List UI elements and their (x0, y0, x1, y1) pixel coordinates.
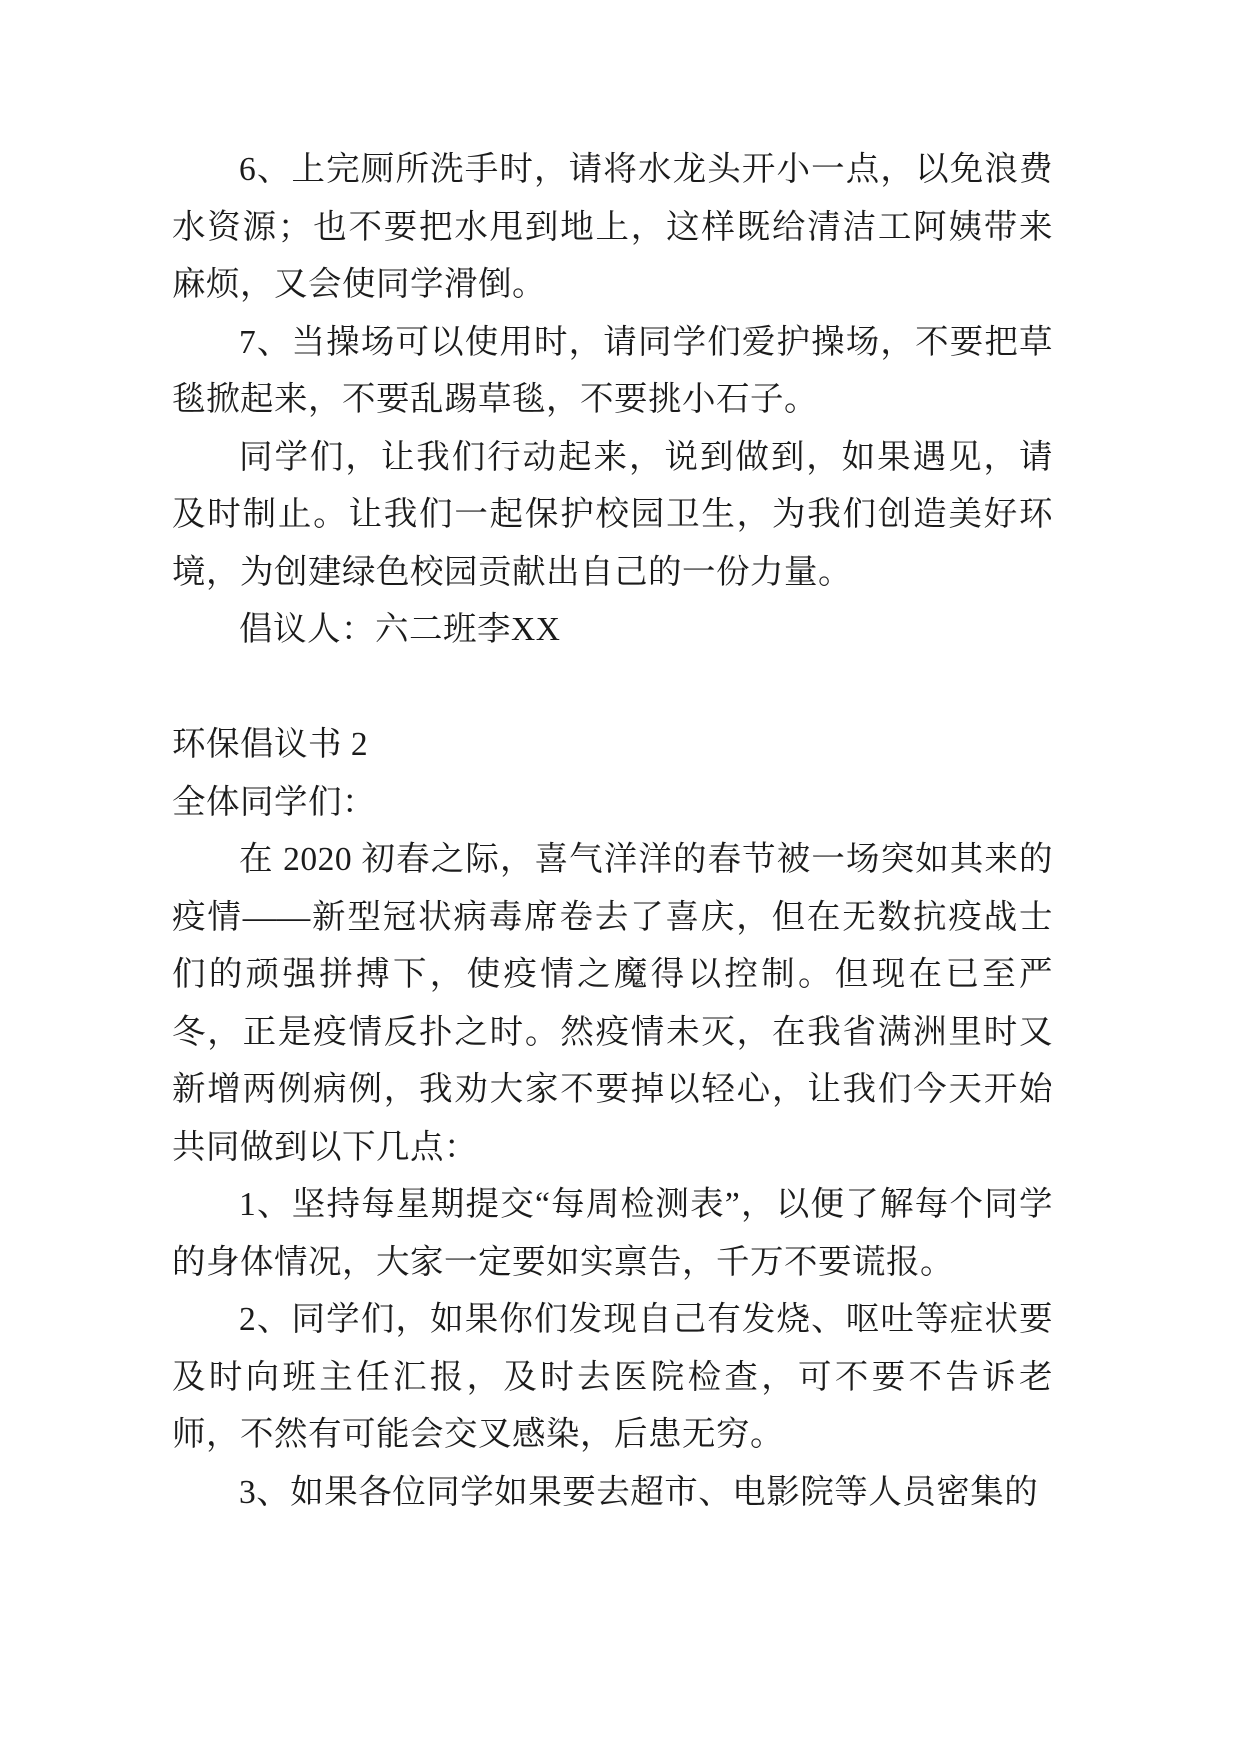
document-content (172, 141, 1053, 1521)
paragraph-point-1: 1、坚持每星期提交“每周检测表”，以便了解每个同学的身体情况，大家一定要如实禀告，千万不要谎报。 (172, 1186, 1053, 1281)
paragraph-rule-7: 7、当操场可以使用时，请同学们爱护操场，不要把草毯掀起来，不要乱踢草毯，不要挑小石子。 (172, 323, 1053, 418)
salutation-all-students: 全体同学们： (172, 783, 376, 821)
paragraph-pandemic-intro: 在 2020 初春之际，喜气洋洋的春节被一场突如其来的疫情——新型冠状病毒席卷去了喜庆，但在无数抗疫战士们的顽强拼搏下，使疫情之魔得以控制。但现在已至严冬，正是疫情反扑之时。然疫情未灭，在我省满洲里时又新增两例病例，我劝大家不要掉以轻心，让我们今天开始共同做到以下几点： (172, 841, 1053, 1166)
paragraph-point-2: 2、同学们，如果你们发现自己有发烧、呕吐等症状要及时向班主任汇报，及时去医院检查，可不要不告诉老师，不然有可能会交叉感染，后患无穷。 (172, 1301, 1053, 1453)
section-heading-proposal-2: 环保倡议书 2 (172, 726, 369, 763)
signature-proposer: 倡议人：六二班李XX (239, 611, 561, 648)
paragraph-point-3-truncated: 3、如果各位同学如果要去超市、电影院等人员密集的 (239, 1473, 1039, 1511)
paragraph-call-to-action: 同学们，让我们行动起来，说到做到，如果遇见，请及时制止。让我们一起保护校园卫生，为我们创造美好环境，为创建绿色校园贡献出自己的一份力量。 (172, 438, 1053, 591)
paragraph-rule-6: 6、上完厕所洗手时，请将水龙头开小一点，以免浪费水资源；也不要把水甩到地上，这样既给清洁工阿姨带来麻烦，又会使同学滑倒。 (172, 151, 1053, 303)
